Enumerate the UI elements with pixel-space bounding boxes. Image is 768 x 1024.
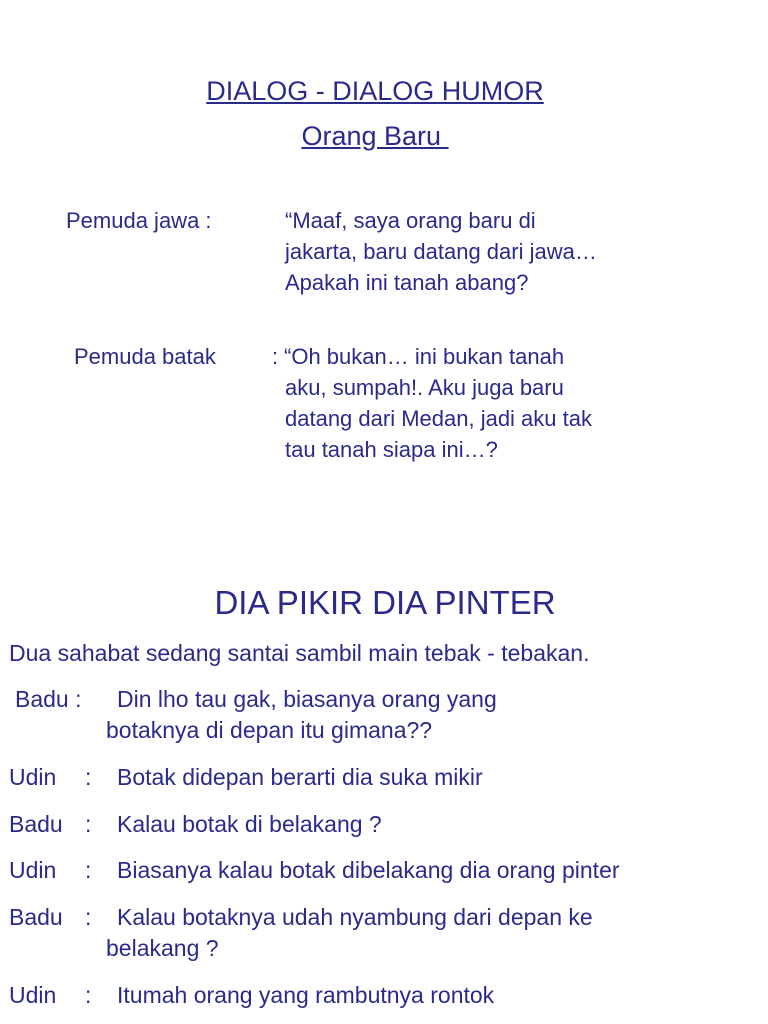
dialog-line: “Oh bukan… ini bukan tanah [284, 344, 565, 369]
speaker-udin: Udin [9, 982, 57, 1008]
speaker-udin: Udin [9, 764, 57, 790]
dialog-line: belakang ? [106, 935, 219, 961]
section-title: DIA PIKIR DIA PINTER [214, 584, 556, 621]
dialog-line: datang dari Medan, jadi aku tak [285, 406, 592, 431]
dialog-line: Din lho tau gak, biasanya orang yang [117, 686, 497, 712]
dialog-line: “Maaf, saya orang baru di [285, 208, 536, 233]
speaker-badu: Badu [9, 811, 63, 837]
speaker-colon: : [272, 344, 279, 369]
speaker-colon: : [85, 811, 92, 837]
speaker-colon: : [85, 764, 92, 790]
dialog-line: Kalau botaknya udah nyambung dari depan ke [117, 904, 593, 930]
dialog-line: Biasanya kalau botak dibelakang dia orang pinter [117, 857, 620, 883]
dialog-line: aku, sumpah!. Aku juga baru [285, 375, 564, 400]
speaker-colon: : [85, 857, 92, 883]
speaker-badu: Badu : [15, 686, 82, 712]
speaker-udin: Udin [9, 857, 57, 883]
dialog-line: tau tanah siapa ini…? [285, 437, 498, 462]
speaker-pemuda-batak: Pemuda batak [74, 344, 216, 369]
page-subtitle: Orang Baru [301, 121, 449, 151]
dialog-line: Botak didepan berarti dia suka mikir [117, 764, 483, 790]
dialog-line: botaknya di depan itu gimana?? [106, 717, 433, 743]
speaker-pemuda-jawa: Pemuda jawa : [66, 208, 212, 233]
dialog-line: jakarta, baru datang dari jawa… [285, 239, 597, 264]
speaker-badu: Badu [9, 904, 63, 930]
dialog-line: Itumah orang yang rambutnya rontok [117, 982, 495, 1008]
dialog-line: Apakah ini tanah abang? [285, 270, 529, 295]
speaker-colon: : [85, 904, 92, 930]
intro-text: Dua sahabat sedang santai sambil main tebak - tebakan. [9, 640, 590, 666]
page-title: DIALOG - DIALOG HUMOR [206, 76, 544, 106]
dialog-line: Kalau botak di belakang ? [117, 811, 382, 837]
speaker-colon: : [85, 982, 92, 1008]
